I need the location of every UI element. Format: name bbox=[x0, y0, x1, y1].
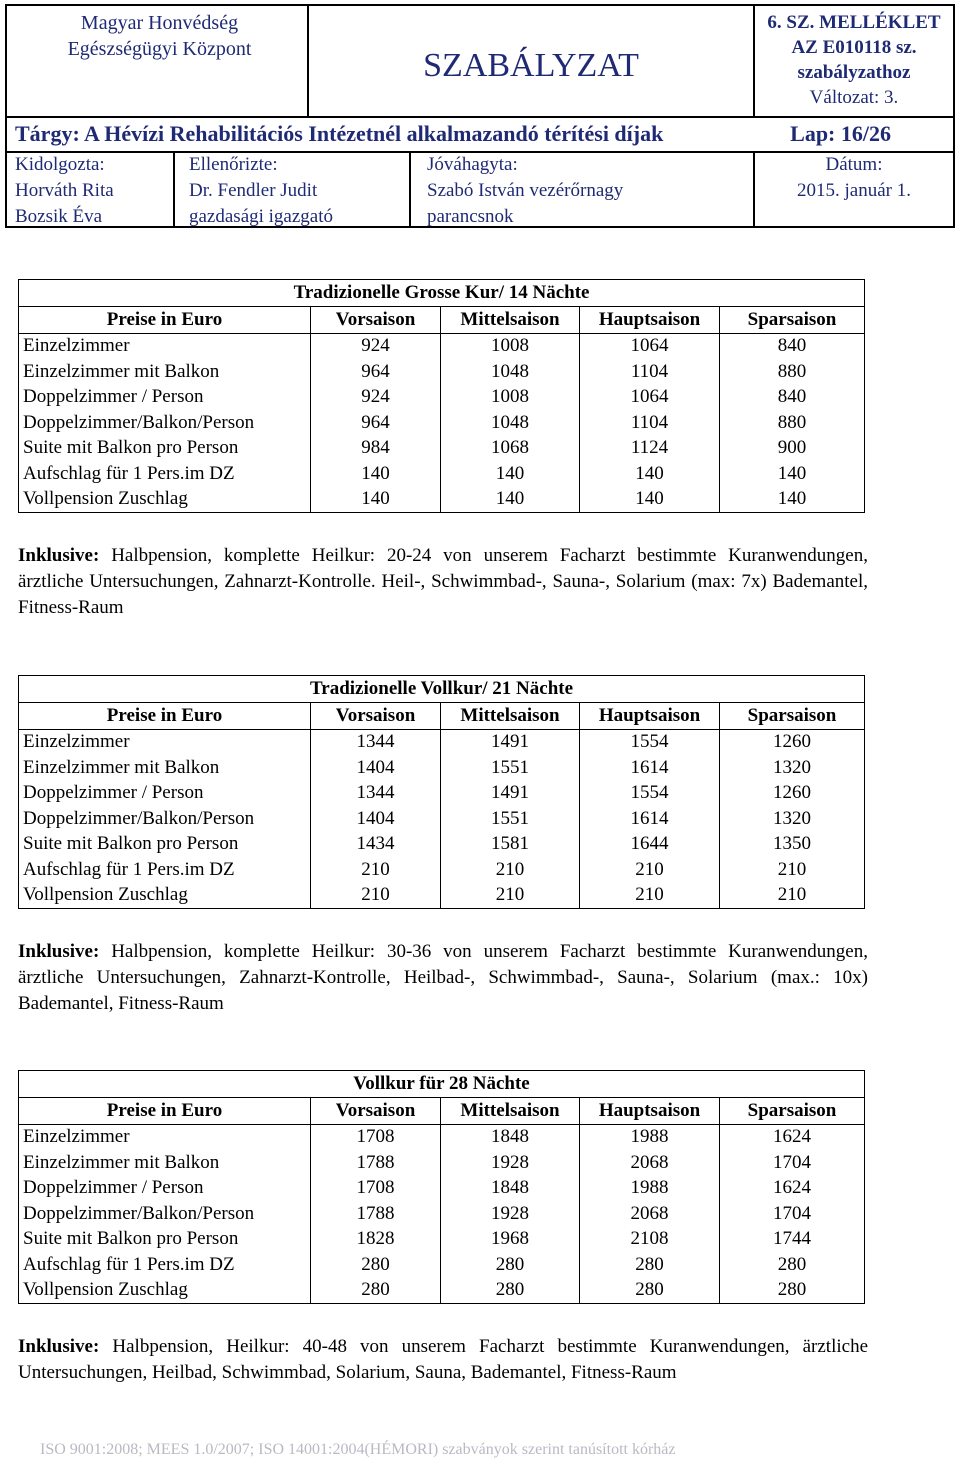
price-cell: 280 bbox=[441, 1278, 580, 1304]
price-cell: 1554 bbox=[580, 781, 720, 807]
room-type: Vollpension Zuschlag bbox=[19, 883, 311, 909]
price-cell: 1048 bbox=[441, 410, 580, 436]
price-cell: 1320 bbox=[720, 755, 865, 781]
price-cell: 1644 bbox=[580, 832, 720, 858]
price-cell: 1614 bbox=[580, 806, 720, 832]
document-title: SZABÁLYZAT bbox=[423, 47, 639, 84]
price-cell: 280 bbox=[311, 1278, 441, 1304]
table-title: Vollkur für 28 Nächte bbox=[19, 1071, 865, 1098]
price-cell: 1434 bbox=[311, 832, 441, 858]
price-cell: 140 bbox=[311, 487, 441, 513]
price-cell: 1008 bbox=[441, 333, 580, 359]
annex-reference: 6. SZ. MELLÉKLET AZ E010118 sz. szabályzathoz Változat: 3. bbox=[755, 10, 953, 110]
room-type: Doppelzimmer / Person bbox=[19, 385, 311, 411]
room-type: Aufschlag für 1 Pers.im DZ bbox=[19, 461, 311, 487]
room-type: Vollpension Zuschlag bbox=[19, 1278, 311, 1304]
price-cell: 140 bbox=[441, 487, 580, 513]
price-table-21-nights bbox=[18, 675, 865, 909]
table-title: Tradizionelle Vollkur/ 21 Nächte bbox=[19, 676, 865, 703]
price-cell: 1848 bbox=[441, 1124, 580, 1150]
price-cell: 964 bbox=[311, 359, 441, 385]
inclusions-label: Inklusive: bbox=[18, 545, 100, 566]
price-table-28-nights bbox=[18, 1070, 865, 1304]
document-header bbox=[5, 4, 955, 228]
room-type: Suite mit Balkon pro Person bbox=[19, 436, 311, 462]
price-cell: 280 bbox=[580, 1252, 720, 1278]
page-number: Lap: 16/26 bbox=[790, 121, 891, 146]
price-cell: 1624 bbox=[720, 1124, 865, 1150]
table-row bbox=[19, 857, 865, 883]
annex-cell bbox=[755, 6, 953, 116]
price-cell: 1491 bbox=[441, 729, 580, 755]
header-top-row bbox=[7, 6, 953, 118]
price-cell: 140 bbox=[720, 487, 865, 513]
price-cell: 1788 bbox=[311, 1201, 441, 1227]
column-header: Preise in Euro bbox=[19, 703, 311, 730]
table-row bbox=[19, 1124, 865, 1150]
subject-row bbox=[7, 116, 953, 153]
price-cell: 880 bbox=[720, 410, 865, 436]
inclusions-text: Halbpension, komplette Heilkur: 20-24 von unserem Facharzt bestimmte Kuranwendungen, ärztliche Untersuchungen, Zahnarzt-Kontrolle. Heil-, Schwimmbad-, Sauna-, Solarium (max: 7x) Bademantel, Fitness-Raum bbox=[18, 545, 868, 618]
room-type: Suite mit Balkon pro Person bbox=[19, 1227, 311, 1253]
price-cell: 1551 bbox=[441, 806, 580, 832]
price-cell: 1614 bbox=[580, 755, 720, 781]
table-row bbox=[19, 1150, 865, 1176]
price-cell: 210 bbox=[311, 883, 441, 909]
inclusions-text: Halbpension, komplette Heilkur: 30-36 von unserem Facharzt bestimmte Kuranwendungen, ärztliche Untersuchungen, Zahnarzt-Kontrolle, Heilbad-, Schwimmbad-, Sauna-, Solarium (max.: 10x) Bademantel, Fitness-Raum bbox=[18, 941, 868, 1014]
price-cell: 140 bbox=[311, 461, 441, 487]
price-cell: 1968 bbox=[441, 1227, 580, 1253]
price-cell: 1848 bbox=[441, 1176, 580, 1202]
table-row bbox=[19, 487, 865, 513]
column-header: Sparsaison bbox=[720, 703, 865, 730]
price-cell: 210 bbox=[720, 883, 865, 909]
price-cell: 280 bbox=[720, 1252, 865, 1278]
price-cell: 2068 bbox=[580, 1201, 720, 1227]
price-cell: 964 bbox=[311, 410, 441, 436]
column-header: Preise in Euro bbox=[19, 1098, 311, 1125]
date-value: 2015. január 1. bbox=[797, 180, 911, 201]
room-type: Doppelzimmer/Balkon/Person bbox=[19, 1201, 311, 1227]
column-header: Mittelsaison bbox=[441, 1098, 580, 1125]
inclusions-paragraph bbox=[18, 939, 868, 1017]
room-type: Suite mit Balkon pro Person bbox=[19, 832, 311, 858]
price-cell: 1048 bbox=[441, 359, 580, 385]
organization-cell bbox=[7, 6, 309, 116]
price-cell: 1350 bbox=[720, 832, 865, 858]
table-row bbox=[19, 436, 865, 462]
price-cell: 210 bbox=[580, 857, 720, 883]
room-type: Einzelzimmer mit Balkon bbox=[19, 359, 311, 385]
room-type: Aufschlag für 1 Pers.im DZ bbox=[19, 857, 311, 883]
room-type: Doppelzimmer / Person bbox=[19, 1176, 311, 1202]
price-cell: 210 bbox=[580, 883, 720, 909]
table-row bbox=[19, 1176, 865, 1202]
price-cell: 210 bbox=[441, 857, 580, 883]
price-cell: 1928 bbox=[441, 1150, 580, 1176]
table-title: Tradizionelle Grosse Kur/ 14 Nächte bbox=[19, 280, 865, 307]
column-header: Vorsaison bbox=[311, 307, 441, 334]
table-row bbox=[19, 729, 865, 755]
approved-by-cell: Jóváhagyta: Szabó István vezérőrnagy parancsnok bbox=[411, 151, 755, 226]
table-row bbox=[19, 806, 865, 832]
price-cell: 1551 bbox=[441, 755, 580, 781]
subject-line: Tárgy: A Hévízi Rehabilitációs Intézetnél alkalmazandó térítési díjak bbox=[15, 121, 664, 146]
price-cell: 1008 bbox=[441, 385, 580, 411]
table-row bbox=[19, 410, 865, 436]
prepared-by-cell: Kidolgozta: Horváth Rita Bozsik Éva bbox=[7, 151, 175, 226]
price-cell: 140 bbox=[720, 461, 865, 487]
table-row bbox=[19, 461, 865, 487]
column-header: Preise in Euro bbox=[19, 307, 311, 334]
table-row bbox=[19, 359, 865, 385]
inclusions-text: Halbpension, Heilkur: 40-48 von unserem Facharzt bestimmte Kuranwendungen, ärztliche Untersuchungen, Heilbad, Schwimmbad, Solarium, Sauna, Bademantel, Fitness-Raum bbox=[18, 1336, 868, 1383]
price-cell: 1404 bbox=[311, 806, 441, 832]
price-cell: 1988 bbox=[580, 1124, 720, 1150]
price-cell: 900 bbox=[720, 436, 865, 462]
column-header: Vorsaison bbox=[311, 1098, 441, 1125]
room-type: Einzelzimmer bbox=[19, 1124, 311, 1150]
date-cell: Dátum: 2015. január 1. bbox=[755, 151, 953, 226]
room-type: Doppelzimmer / Person bbox=[19, 781, 311, 807]
signature-row bbox=[7, 151, 953, 226]
price-cell: 840 bbox=[720, 385, 865, 411]
price-cell: 1708 bbox=[311, 1176, 441, 1202]
price-cell: 210 bbox=[720, 857, 865, 883]
table-row bbox=[19, 385, 865, 411]
price-cell: 924 bbox=[311, 333, 441, 359]
table-row bbox=[19, 333, 865, 359]
column-header: Vorsaison bbox=[311, 703, 441, 730]
room-type: Vollpension Zuschlag bbox=[19, 487, 311, 513]
table-row bbox=[19, 755, 865, 781]
price-cell: 210 bbox=[441, 883, 580, 909]
price-cell: 1581 bbox=[441, 832, 580, 858]
price-cell: 1624 bbox=[720, 1176, 865, 1202]
checked-by-cell: Ellenőrizte: Dr. Fendler Judit gazdasági igazgató bbox=[175, 151, 411, 226]
room-type: Einzelzimmer bbox=[19, 729, 311, 755]
table-row bbox=[19, 1278, 865, 1304]
price-cell: 924 bbox=[311, 385, 441, 411]
room-type: Aufschlag für 1 Pers.im DZ bbox=[19, 1252, 311, 1278]
price-cell: 1344 bbox=[311, 729, 441, 755]
price-cell: 280 bbox=[311, 1252, 441, 1278]
price-cell: 1344 bbox=[311, 781, 441, 807]
price-cell: 1744 bbox=[720, 1227, 865, 1253]
price-cell: 1104 bbox=[580, 359, 720, 385]
price-cell: 1554 bbox=[580, 729, 720, 755]
price-table-14-nights bbox=[18, 279, 865, 513]
price-cell: 280 bbox=[441, 1252, 580, 1278]
price-cell: 1491 bbox=[441, 781, 580, 807]
price-cell: 1828 bbox=[311, 1227, 441, 1253]
price-cell: 1404 bbox=[311, 755, 441, 781]
price-cell: 1068 bbox=[441, 436, 580, 462]
column-header: Hauptsaison bbox=[580, 703, 720, 730]
table-row bbox=[19, 832, 865, 858]
room-type: Doppelzimmer/Balkon/Person bbox=[19, 806, 311, 832]
table-row bbox=[19, 883, 865, 909]
price-cell: 840 bbox=[720, 333, 865, 359]
price-cell: 140 bbox=[580, 461, 720, 487]
price-cell: 2108 bbox=[580, 1227, 720, 1253]
price-cell: 1708 bbox=[311, 1124, 441, 1150]
price-cell: 1704 bbox=[720, 1201, 865, 1227]
column-header: Mittelsaison bbox=[441, 307, 580, 334]
price-cell: 1104 bbox=[580, 410, 720, 436]
column-header: Hauptsaison bbox=[580, 307, 720, 334]
organization-name: Magyar Honvédség Egészségügyi Központ bbox=[67, 12, 252, 60]
version-label: Változat: 3. bbox=[809, 87, 899, 108]
title-cell bbox=[309, 6, 755, 116]
price-cell: 280 bbox=[720, 1278, 865, 1304]
price-cell: 140 bbox=[441, 461, 580, 487]
room-type: Einzelzimmer mit Balkon bbox=[19, 1150, 311, 1176]
inclusions-paragraph bbox=[18, 1334, 868, 1386]
price-cell: 1988 bbox=[580, 1176, 720, 1202]
table-row bbox=[19, 1201, 865, 1227]
inclusions-label: Inklusive: bbox=[18, 1336, 100, 1357]
column-header: Hauptsaison bbox=[580, 1098, 720, 1125]
table-row bbox=[19, 1227, 865, 1253]
price-cell: 140 bbox=[580, 487, 720, 513]
price-cell: 880 bbox=[720, 359, 865, 385]
price-cell: 984 bbox=[311, 436, 441, 462]
room-type: Einzelzimmer bbox=[19, 333, 311, 359]
inclusions-paragraph bbox=[18, 543, 868, 621]
price-cell: 1928 bbox=[441, 1201, 580, 1227]
price-cell: 1788 bbox=[311, 1150, 441, 1176]
certification-footer: ISO 9001:2008; MEES 1.0/2007; ISO 14001:2004(HÉMORI) szabványok szerint tanúsított kórház bbox=[40, 1441, 676, 1458]
price-cell: 1320 bbox=[720, 806, 865, 832]
inclusions-label: Inklusive: bbox=[18, 941, 100, 962]
price-cell: 210 bbox=[311, 857, 441, 883]
price-cell: 1260 bbox=[720, 729, 865, 755]
column-header: Sparsaison bbox=[720, 1098, 865, 1125]
column-header: Mittelsaison bbox=[441, 703, 580, 730]
table-row bbox=[19, 1252, 865, 1278]
price-cell: 1704 bbox=[720, 1150, 865, 1176]
room-type: Doppelzimmer/Balkon/Person bbox=[19, 410, 311, 436]
price-cell: 1260 bbox=[720, 781, 865, 807]
price-cell: 2068 bbox=[580, 1150, 720, 1176]
price-cell: 1064 bbox=[580, 333, 720, 359]
price-cell: 280 bbox=[580, 1278, 720, 1304]
price-cell: 1064 bbox=[580, 385, 720, 411]
table-row bbox=[19, 781, 865, 807]
column-header: Sparsaison bbox=[720, 307, 865, 334]
room-type: Einzelzimmer mit Balkon bbox=[19, 755, 311, 781]
price-cell: 1124 bbox=[580, 436, 720, 462]
